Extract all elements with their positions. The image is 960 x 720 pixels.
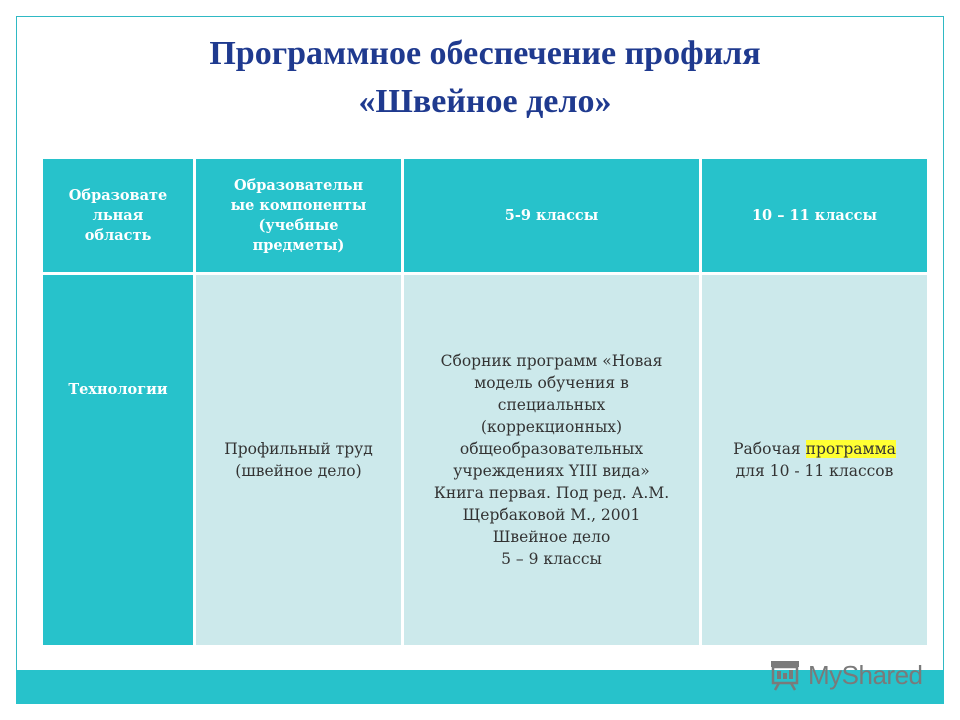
cell-grades-10-11-line-1: [708, 438, 921, 460]
cell-components: [195, 274, 403, 647]
header-grades-10-11: [701, 158, 929, 274]
header-components-line-2: ые компоненты: [230, 196, 367, 214]
cell-grades-5-9-line-7: Книга первая. Под ред. А.М.: [433, 484, 670, 502]
cell-grades-5-9-line-10: 5 – 9 классы: [501, 550, 602, 568]
header-area-line-3: область: [84, 226, 152, 244]
header-area: [42, 158, 195, 274]
header-area-line-2: льная: [92, 206, 144, 224]
cell-grades-10-11-prefix: Рабочая: [733, 440, 806, 458]
cell-components-line-2: (швейное дело): [235, 462, 362, 480]
header-components-line-3: (учебные: [258, 216, 339, 234]
cell-grades-5-9-line-2: модель обучения в: [474, 374, 629, 392]
cell-grades-10-11-line-2: для 10 - 11 классов: [735, 462, 894, 480]
header-components: [195, 158, 403, 274]
header-components-line-4: предметы): [252, 236, 345, 254]
cell-grades-5-9-line-1: Сборник программ «Новая: [440, 352, 663, 370]
program-table: [40, 156, 930, 648]
cell-grades-5-9-line-6: учреждениях YIII вида»: [453, 462, 650, 480]
cell-grades-5-9: [403, 274, 701, 647]
cell-grades-5-9-line-3: специальных: [497, 396, 606, 414]
header-grades-5-9: [403, 158, 701, 274]
header-grades-10-11-label: 10 – 11 классы: [751, 206, 878, 224]
cell-grades-10-11: [701, 274, 929, 647]
cell-grades-5-9-line-9: Швейное дело: [492, 528, 611, 546]
slide-title: [40, 30, 930, 126]
slide-title-line-1: Программное обеспечение профиля: [209, 35, 761, 72]
myshared-logo: [768, 655, 923, 695]
presentation-board-icon: [768, 658, 802, 692]
cell-grades-5-9-line-8: Щербаковой М., 2001: [462, 506, 641, 524]
header-area-line-1: Образовате: [68, 186, 168, 204]
header-grades-5-9-label: 5-9 классы: [504, 206, 599, 224]
cell-grades-5-9-line-5: общеобразовательных: [459, 440, 644, 458]
cell-area-text: Технологии: [68, 381, 168, 398]
logo-text: MyShared: [808, 659, 923, 690]
cell-area: [42, 274, 195, 647]
header-components-line-1: Образовательн: [233, 176, 364, 194]
cell-grades-5-9-line-4: (коррекционных): [480, 418, 623, 436]
table-row: [42, 274, 929, 647]
table-header-row: [42, 158, 929, 274]
highlighted-word: программа: [805, 440, 896, 458]
slide-title-line-2: «Швейное дело»: [358, 83, 612, 120]
cell-components-line-1: Профильный труд: [224, 440, 373, 458]
